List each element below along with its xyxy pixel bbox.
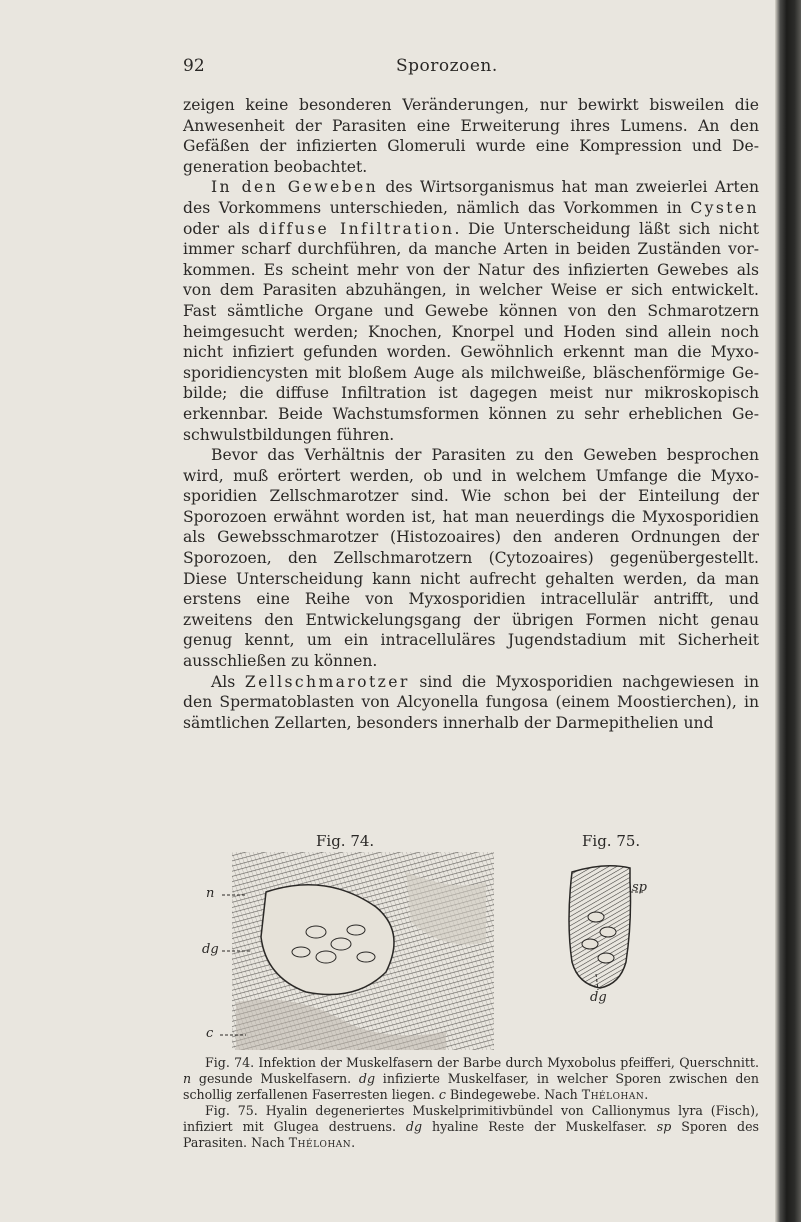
caption-75-text-c: Sporen des Parasiten. Nach: [183, 1119, 760, 1150]
caption-fig-75: [183, 1103, 759, 1151]
paragraph-4: [183, 672, 759, 734]
caption-74-author: Thélohan.: [581, 1087, 649, 1102]
paragraph-4-text-b: sind die Myxosporidien nachgewiesen in den Spermatoblasten von Alcyonella fungosa (einem Moostierchen), in sämtlichen Zellarten, besonders innerhalb der Darmepithelien und: [183, 672, 759, 732]
paragraph-3: Bevor das Verhältnis der Parasiten zu den Geweben besprochen wird, muß erörtert werden, ob und in welchem Umfange die Myxo-sporidien Zellschmarotzer sind. Wie schon bei der Einteilung der Sporozoen erwähnt worden ist, hat man neuerdings die Myxosporidien als Gewebsschmarotzer (Histozoaires) den anderen Ordnungen der Sporozoen, den Zellschmarotzern (Cytozoaires) gegenübergestellt. Diese Unterscheidung kann nicht aufrecht gehalten werden, da man erstens eine Reihe von Myxosporidien intracellulär antrifft, und zweitens den Entwickelungsgang der übrigen Formen nicht genau genug kennt, um ein intracelluläres Jugendstadium mit Sicherheit ausschließen zu können.: [183, 446, 759, 671]
caption-fig-74: [183, 1055, 759, 1103]
paragraph-2: [183, 177, 759, 445]
paragraph-2-text-a: des Wirtsorganismus hat man zweierlei Arten des Vorkommens unterschieden, nämlich das Vorkommen in: [183, 178, 759, 217]
caption-75-author: Thélohan.: [288, 1135, 356, 1150]
caption-74-text-c: infizierte Muskelfaser, in welcher Sporen zwischen den schollig zerfallenen Faserresten liegen.: [183, 1071, 759, 1102]
paragraph-2-text-b: oder als: [183, 219, 259, 238]
caption-74-dg: dg: [358, 1071, 376, 1086]
page-edge-shadow: [775, 0, 801, 1222]
fig-75-label: Fig. 75.: [582, 832, 641, 850]
caption-74-text-b: gesunde Muskelfasern.: [191, 1071, 359, 1086]
caption-75-text-b: hyaline Reste der Muskelfaser.: [422, 1119, 657, 1134]
fig-75-letter-dg: dg: [590, 990, 607, 1005]
running-head: Sporozoen.: [396, 56, 498, 76]
spaced-term-infiltration: diffuse Infiltration: [258, 219, 455, 238]
paragraph-4-text-a: Als: [211, 672, 245, 691]
paragraph-1: zeigen keine besonderen Veränderungen, nur bewirkt bisweilen die Anwesenheit der Parasiten eine Erweiterung ihres Lumens. An den Gefäßen der infizierten Glomeruli wurde eine Kompression und De-generation beobachtet.: [183, 96, 759, 176]
caption-75-sp: sp: [656, 1119, 672, 1134]
caption-74-n: n: [183, 1071, 192, 1086]
caption-75-dg: dg: [405, 1119, 423, 1134]
caption-75-text-a: Fig. 75. Hyalin degeneriertes Muskelprimitivbündel von Callionymus lyra (Fisch), infiziert mit Glugea destruens.: [183, 1103, 759, 1134]
spaced-term-cysten: Cysten: [690, 198, 759, 217]
caption-74-text-d: Bindegewebe. Nach: [445, 1087, 582, 1102]
fig-74-letter-dg: dg: [202, 942, 219, 957]
paragraph-2-text-c: . Die Unterscheidung läßt sich nicht immer scharf durchführen, da manche Arten in beiden Zuständen vor-kommen. Es scheint mehr von der Natur des infizierten Gewebes als von dem Parasiten abzuhängen, in welcher Weise er sich entwickelt. Fast sämtliche Organe und Gewebe können von den Schmarotzern heimgesucht werden; Knochen, Knorpel und Hoden sind allein noch nicht infiziert gefunden worden. Gewöhnlich erkennt man die Myxo-sporidiencysten mit bloßem Auge als milchweiße, bläschenförmige Ge-bilde; die diffuse Infiltration ist dagegen meist nur mikroskopisch erkennbar. Beide Wachstumsformen können zu sehr erheblichen Ge-schwulstbildungen führen.: [183, 219, 759, 444]
fig-74-letter-n: n: [206, 886, 215, 901]
spaced-term-zellschmarotzer: Zellschmarotzer: [244, 672, 410, 691]
page-number: 92: [183, 56, 205, 76]
figure-caption: [183, 1055, 759, 1151]
fig-74-label: Fig. 74.: [316, 832, 375, 850]
figure-74-illustration: [206, 852, 496, 1050]
caption-74-c: c: [438, 1087, 446, 1102]
fig-74-letter-c: c: [206, 1026, 214, 1041]
page-header: [0, 56, 760, 80]
figure-74: [202, 852, 496, 1050]
fig-75-letter-sp: sp: [632, 880, 647, 895]
caption-74-text-a: Fig. 74. Infektion der Muskelfasern der Barbe durch Myxobolus pfeifferi, Querschnitt.: [205, 1055, 759, 1070]
figure-75: [560, 862, 650, 1014]
spaced-term-geweben: In den Geweben: [211, 178, 379, 197]
body-text: [183, 95, 759, 733]
